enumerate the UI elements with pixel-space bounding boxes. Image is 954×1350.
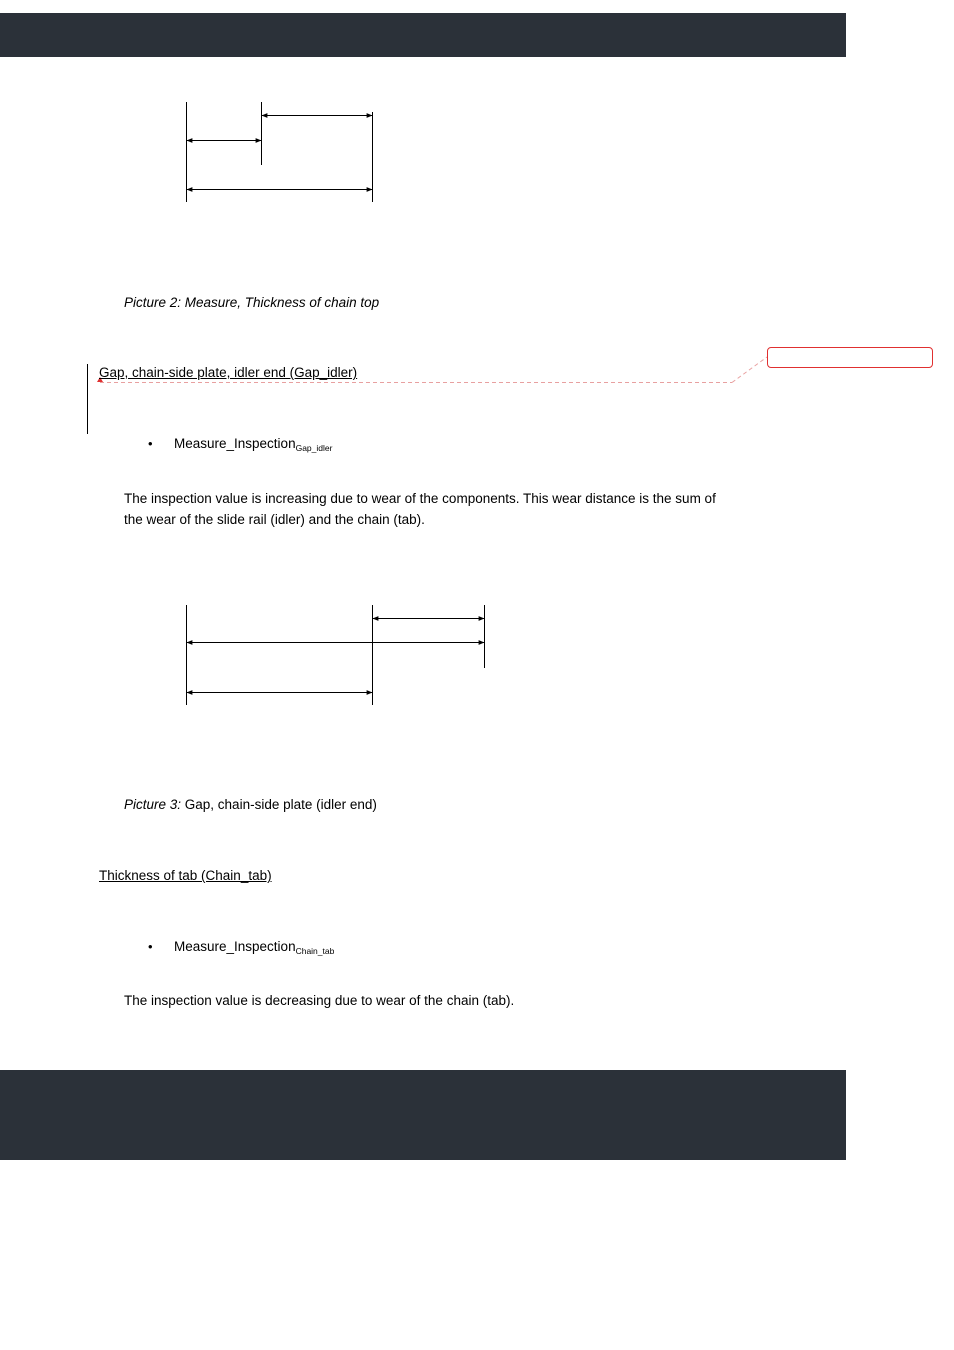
paragraph-chain-tab: The inspection value is decreasing due to wear of the chain (tab).: [124, 993, 515, 1008]
bullet-text: Measure_Inspection: [174, 436, 296, 451]
comment-balloon[interactable]: [767, 347, 933, 368]
bullet-item-chain-tab: [148, 938, 334, 960]
revision-change-bar: [87, 364, 88, 434]
bullet-subscript: Gap_idler: [295, 443, 333, 453]
bullet-text: Measure_Inspection: [174, 939, 296, 954]
section-heading-gap-idler: Gap, chain-side plate, idler end (Gap_idler): [99, 365, 358, 380]
bullet-subscript: Chain_tab: [295, 946, 335, 956]
bullet-glyph: •: [148, 436, 153, 451]
caption-text: Gap, chain-side plate (idler end): [181, 797, 377, 812]
section-heading-chain-tab: Thickness of tab (Chain_tab): [99, 868, 272, 883]
picture-3-lines: [187, 605, 485, 705]
caption-label: Picture 3:: [124, 797, 182, 812]
caption-label: Picture 2:: [124, 295, 182, 310]
caption-text: Measure, Thickness of chain top: [181, 295, 380, 310]
bullet-glyph: •: [148, 939, 153, 954]
picture-2-lines: [187, 102, 373, 202]
paragraph-gap-idler: The inspection value is increasing due to wear of the components. This wear distance is the sum of the wear of the slide rail (idler) and the chain (tab).: [124, 491, 716, 527]
page-footer-bar: [0, 1070, 846, 1160]
picture-2-caption: [124, 294, 379, 312]
bullet-item-gap-idler: [148, 435, 332, 457]
picture-3-caption: [124, 796, 377, 814]
